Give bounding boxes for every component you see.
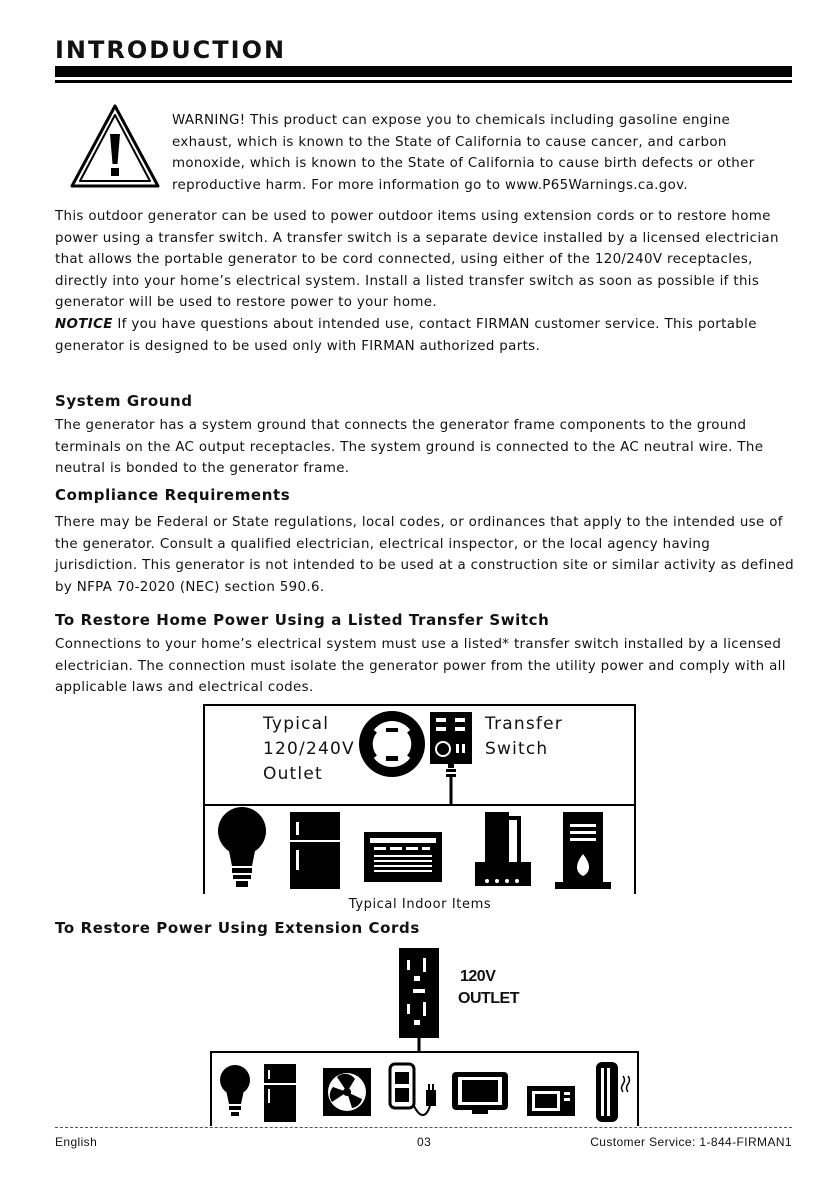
title-divider-thick (55, 66, 792, 77)
furnace-icon (555, 812, 611, 889)
switch-label-line1: Transfer (485, 714, 563, 734)
transfer-text: Connections to your home’s electrical system must use a listed* transfer switch installed by a licensed electrician. The connection must isolate the generator power from the utility power and comply with all applicable laws and electrical codes. (55, 637, 786, 695)
system-ground-text: The generator has a system ground that connects the generator frame components to the ground terminals on the AC output receptacles. The system ground is connected to the AC neutral wire. The neutral is bonded to the generator frame. (55, 418, 764, 476)
transfer-heading: To Restore Home Power Using a Listed Transfer Switch (55, 611, 550, 629)
twist-lock-outlet-icon (359, 711, 425, 777)
outlet-label-line1: Typical (263, 714, 330, 734)
page-title: INTRODUCTION (55, 36, 287, 64)
prop65-warning: WARNING! This product can expose you to chemicals including gasoline engine exhaust, which is known to the State of California to cause cancer, and carbon monoxide, which is known to the State of California to cause birth defects or other reproductive harm. For more information go to www.P65Warnings.ca.gov. (172, 113, 755, 193)
extension-cord-diagram (210, 946, 640, 1126)
notice-label: NOTICE (55, 317, 113, 332)
footer-divider (55, 1127, 792, 1128)
extension-heading: To Restore Power Using Extension Cords (55, 919, 420, 937)
space-heater-icon (596, 1062, 630, 1122)
television-icon (452, 1072, 508, 1114)
refrigerator-icon (264, 1064, 296, 1122)
notice-paragraph (55, 314, 795, 357)
compliance-heading: Compliance Requirements (55, 486, 291, 504)
footer-language: English (55, 1135, 98, 1149)
transfer-switch-diagram (203, 704, 636, 894)
light-bulb-icon (220, 1065, 250, 1116)
page-number: 03 (417, 1135, 432, 1149)
box-fan-icon (323, 1068, 371, 1116)
outlet-label-line3: Outlet (263, 764, 323, 784)
diagram-caption: Typical Indoor Items (348, 897, 492, 912)
sump-pump-icon (475, 812, 531, 886)
system-ground-heading: System Ground (55, 392, 193, 410)
outlet-label-line2: 120/240V (263, 739, 355, 759)
intro-paragraph: This outdoor generator can be used to power outdoor items using extension cords or to restore home power using a transfer switch. A transfer switch is a separate device installed by a licensed electrician that allows the portable generator to be cord connected, using either of the 120/240V receptacles, directly into your home’s electrical system. Install a listed transfer switch as soon as possible if this generator will be used to restore power to your home. (55, 209, 779, 310)
warning-triangle-icon (68, 102, 162, 192)
refrigerator-icon (290, 812, 340, 889)
transfer-switch-icon (430, 712, 472, 805)
120v-label: 120V (460, 968, 496, 985)
compliance-text: There may be Federal or State regulations, local codes, or ordinances that apply to the intended use of the generator. Consult a qualified electrician, electrical inspector, or the local agency having jurisdiction. This generator is not intended to be used at a construction site or similar activity as defined by NFPA 70-2020 (NEC) section 590.6. (55, 515, 794, 595)
customer-service: Customer Service: 1-844-FIRMAN1 (590, 1135, 792, 1149)
microwave-icon (527, 1086, 575, 1116)
notice-text: If you have questions about intended use, contact FIRMAN customer service. This portable generator is designed to be used only with FIRMAN authorized parts. (55, 317, 757, 354)
title-divider-thin (55, 80, 792, 83)
120v-duplex-outlet-icon (399, 948, 439, 1052)
light-bulb-icon (218, 807, 266, 887)
phone-charger-icon (390, 1064, 436, 1115)
switch-label-line2: Switch (485, 739, 549, 759)
outlet-label: OUTLET (458, 990, 519, 1007)
air-conditioner-icon (364, 832, 442, 882)
